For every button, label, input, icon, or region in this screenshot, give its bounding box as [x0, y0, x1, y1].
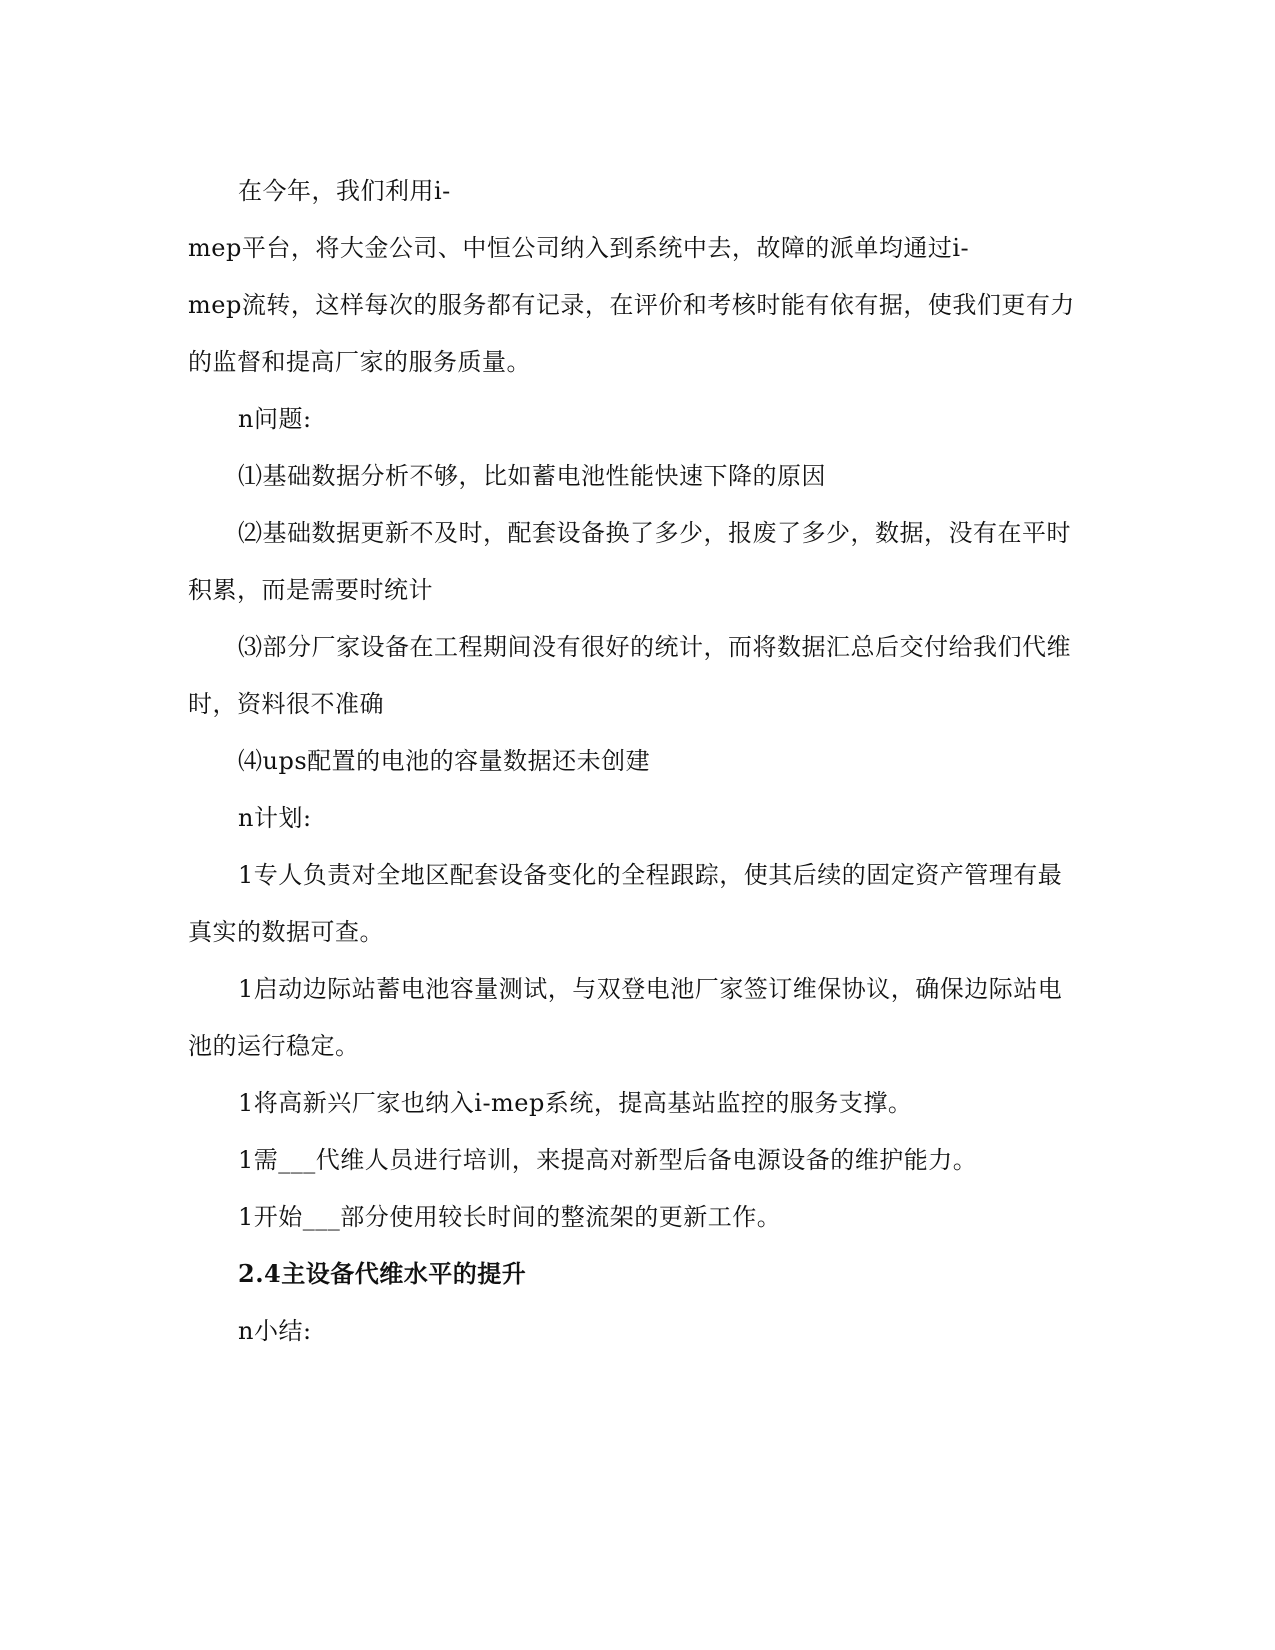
list-item: ⑴基础数据分析不够，比如蓄电池性能快速下降的原因 — [238, 462, 826, 490]
plan-item: 1专人负责对全地区配套设备变化的全程跟踪，使其后续的固定资产管理有最 — [238, 861, 1063, 889]
plan-item: 1将高新兴厂家也纳入i-mep系统，提高基站监控的服务支撑。 — [238, 1089, 913, 1117]
list-item: ⑷ups配置的电池的容量数据还未创建 — [238, 747, 651, 775]
paragraph-line: mep平台，将大金公司、中恒公司纳入到系统中去，故障的派单均通过i- — [188, 234, 970, 262]
list-item-continuation: 时，资料很不准确 — [188, 690, 384, 718]
list-item-continuation: 积累，而是需要时统计 — [188, 576, 433, 604]
paragraph-line: mep流转，这样每次的服务都有记录，在评价和考核时能有依有据，使我们更有力 — [188, 291, 1075, 319]
plan-item: 1需___代维人员进行培训，来提高对新型后备电源设备的维护能力。 — [238, 1146, 978, 1174]
plan-item: 1开始___部分使用较长时间的整流架的更新工作。 — [238, 1203, 782, 1231]
paragraph-line: 的监督和提高厂家的服务质量。 — [188, 348, 531, 376]
list-item: ⑵基础数据更新不及时，配套设备换了多少，报废了多少，数据，没有在平时 — [238, 519, 1071, 547]
section-heading: 2.4主设备代维水平的提升 — [238, 1259, 527, 1288]
plan-item-continuation: 池的运行稳定。 — [188, 1032, 360, 1060]
section-label-problems: n问题: — [238, 405, 312, 433]
paragraph-line: 在今年，我们利用i- — [238, 177, 451, 205]
plan-item-continuation: 真实的数据可查。 — [188, 918, 384, 946]
plan-item: 1启动边际站蓄电池容量测试，与双登电池厂家签订维保协议，确保边际站电 — [238, 975, 1063, 1003]
list-item: ⑶部分厂家设备在工程期间没有很好的统计，而将数据汇总后交付给我们代维 — [238, 633, 1071, 661]
section-label-summary: n小结: — [238, 1317, 312, 1345]
section-label-plan: n计划: — [238, 804, 312, 832]
